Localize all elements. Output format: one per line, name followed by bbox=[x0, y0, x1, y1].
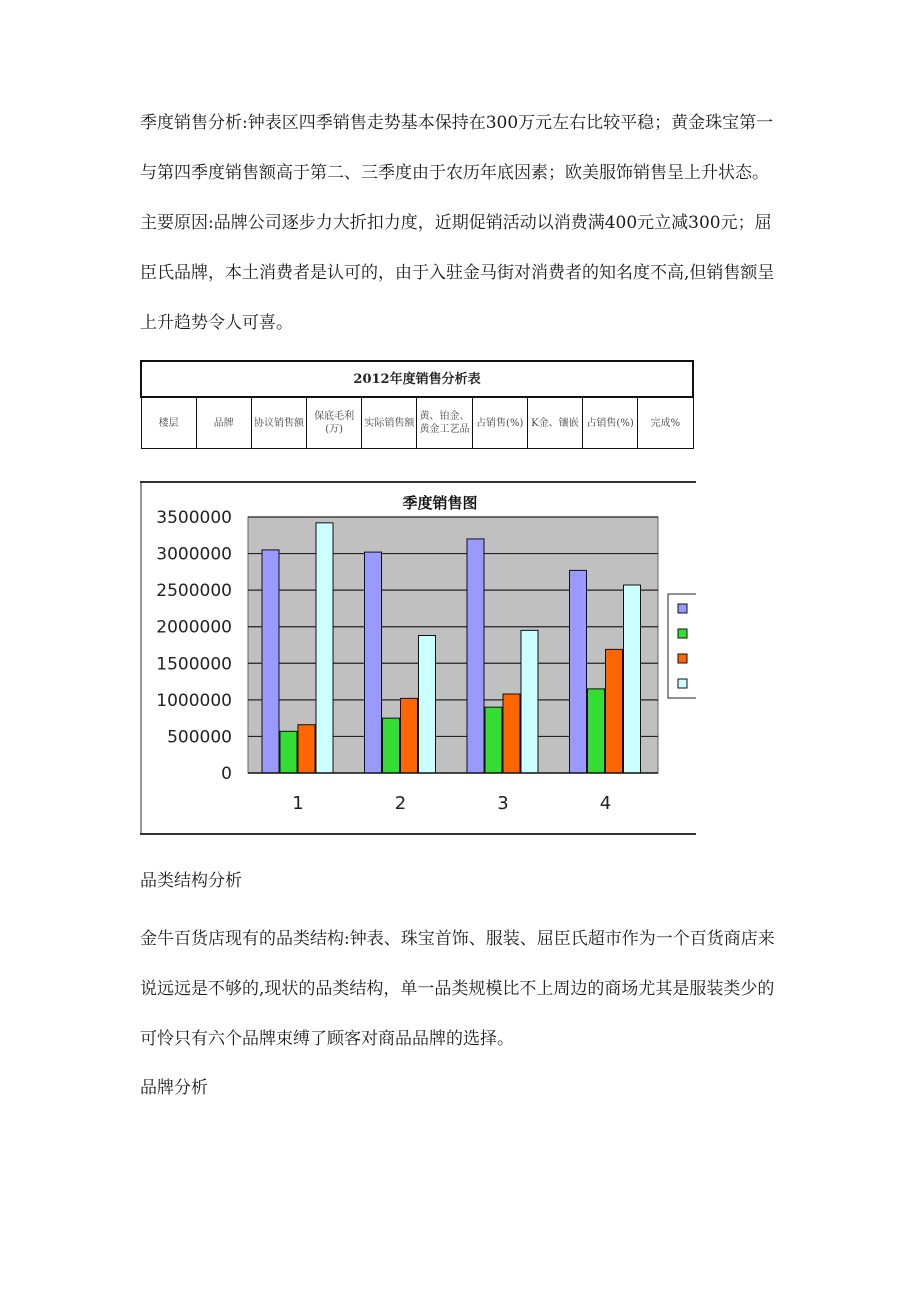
header-min-margin: 保底毛利(万) bbox=[307, 397, 362, 449]
y-tick-label: 2000000 bbox=[156, 617, 232, 638]
y-tick-label: 3500000 bbox=[156, 508, 232, 528]
table-title: 2012年度销售分析表 bbox=[141, 361, 693, 397]
header-floor: 楼层 bbox=[141, 397, 196, 449]
x-tick-label: 2 bbox=[394, 793, 407, 814]
legend-swatch bbox=[678, 629, 687, 638]
header-share-2: 占销售(%) bbox=[583, 397, 638, 449]
bar bbox=[570, 570, 587, 773]
header-share-1: 占销售(%) bbox=[472, 397, 527, 449]
bar bbox=[401, 698, 418, 773]
heading-category-structure: 品类结构分析 bbox=[140, 871, 242, 891]
legend-swatch bbox=[678, 679, 687, 688]
header-agreed-sales: 协议销售额 bbox=[251, 397, 306, 449]
y-tick-label: 3000000 bbox=[156, 544, 232, 565]
bar bbox=[383, 718, 400, 773]
chart-title: 季度销售图 bbox=[402, 494, 478, 512]
bar bbox=[419, 635, 436, 773]
header-k-gold: K金、镶嵌 bbox=[527, 397, 582, 449]
header-gold-crafts: 黄、铂金、黄金工艺品 bbox=[417, 397, 472, 449]
header-brand: 品牌 bbox=[196, 397, 251, 449]
bar bbox=[503, 694, 520, 773]
chart-svg bbox=[140, 480, 696, 836]
legend-swatch bbox=[678, 654, 687, 663]
bar bbox=[467, 539, 484, 773]
x-tick-label: 1 bbox=[292, 793, 304, 814]
bar bbox=[624, 585, 641, 773]
paragraph-category-structure: 金牛百货店现有的品类结构:钟表、珠宝首饰、服装、屈臣氏超市作为一个百货商店来说远远是不够的,现状的品类结构，单一品类规模比不上周边的商场尤其是服装类少的可怜只有六个品牌束缚了顾客对商品品牌的选择。 bbox=[140, 929, 775, 1049]
y-tick-label: 1500000 bbox=[156, 654, 232, 675]
paragraph-quarterly-analysis: 季度销售分析:钟表区四季销售走势基本保持在300万元左右比较平稳；黄金珠宝第一与第四季度销售额高于第二、三季度由于农历年底因素；欧美服饰销售呈上升状态。主要原因:品牌公司逐步力大折扣力度，近期促销活动以消费满400元立减300元；屈臣氏品牌，本土消费者是认可的，由于入驻金马街对消费者的知名度不高,但销售额呈上升趋势令人可喜。 bbox=[140, 113, 775, 333]
bar bbox=[365, 552, 382, 773]
x-tick-label: 4 bbox=[599, 793, 612, 814]
bar bbox=[485, 707, 502, 773]
bar bbox=[280, 731, 297, 773]
bar bbox=[298, 725, 315, 773]
bar bbox=[588, 689, 605, 773]
bar bbox=[262, 550, 279, 773]
bar bbox=[316, 523, 333, 773]
bar bbox=[606, 649, 623, 773]
y-tick-label: 2500000 bbox=[156, 581, 232, 602]
legend-swatch bbox=[678, 604, 687, 613]
y-tick-label: 0 bbox=[221, 764, 232, 784]
quarterly-sales-chart bbox=[140, 480, 696, 836]
x-tick-label: 3 bbox=[497, 793, 509, 814]
header-completion: 完成% bbox=[638, 397, 693, 449]
sales-analysis-table bbox=[140, 360, 694, 449]
bar bbox=[521, 630, 538, 773]
y-tick-label: 1000000 bbox=[156, 690, 232, 711]
y-tick-label: 500000 bbox=[167, 727, 232, 748]
heading-brand-analysis: 品牌分析 bbox=[140, 1078, 208, 1098]
header-actual-sales: 实际销售额 bbox=[362, 397, 417, 449]
